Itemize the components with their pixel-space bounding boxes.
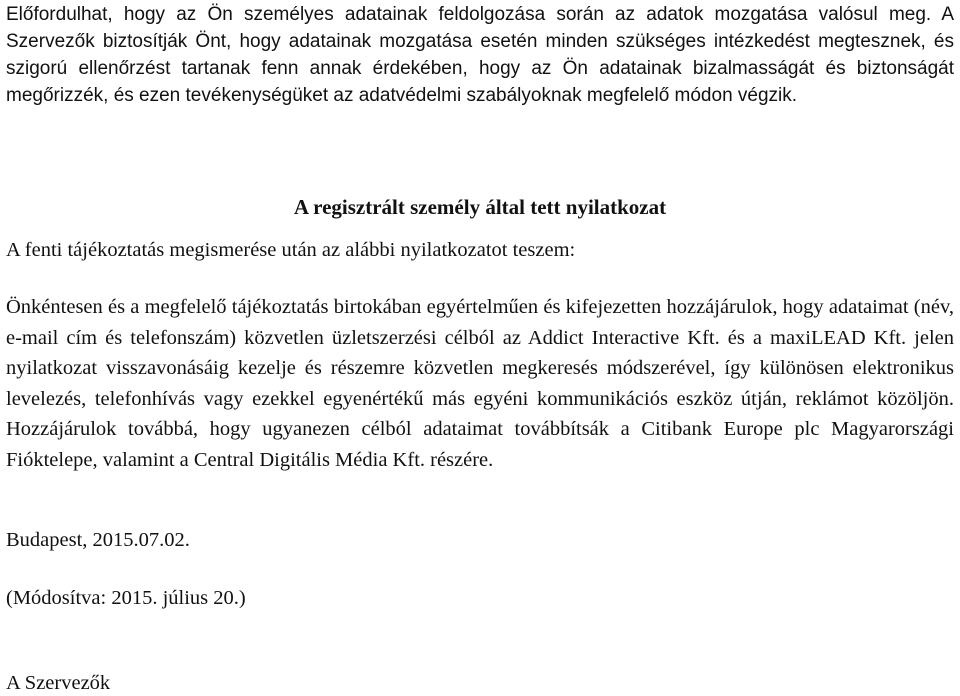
consent-paragraph: Önkéntesen és a megfelelő tájékoztatás birtokában egyértelműen és kifejezetten hozzájárulok, hogy adataimat (név, e-mail cím és telefonszám) közvetlen üzletszerzési célból az Addict Interactive Kft. és a maxiLEAD Kft. jelen nyilatkozat visszavonásáig kezelje és részemre közvetlen megkeresés módszerével, így különösen elektronikus levelezés, telefonhívás vagy ezekkel egyenértékű más egyéni kommunikációs eszköz útján, reklámot közöljön. Hozzájárulok továbbá, hogy ugyanezen célból adataimat továbbítsák a Citibank Europe plc Magyarországi Fióktelepe, valamint a Central Digitális Média Kft. részére. — [6, 296, 954, 471]
declaration-heading: A regisztrált személy által tett nyilatkozat — [293, 195, 667, 220]
modified-note: (Módosítva: 2015. július 20.) — [6, 587, 246, 609]
lead-sentence: A fenti tájékoztatás megismerése után az alábbi nyilatkozatot teszem: — [6, 239, 576, 261]
intro-paragraph: Előfordulhat, hogy az Ön személyes adatainak feldolgozása során az adatok mozgatása valósul meg. A Szervezők biztosítják Önt, hogy adatainak mozgatása esetén minden szükséges intézkedést megtesznek, és szigorú ellenőrzést tartanak fenn annak érdekében, hogy az Ön adatainak bizalmasságát és biztonságát megőrizzék, és ezen tevékenységüket az adatvédelmi szabályoknak megfelelő módon végzik. — [6, 4, 954, 106]
place-date: Budapest, 2015.07.02. — [6, 529, 190, 551]
signature: A Szervezők — [6, 672, 111, 694]
